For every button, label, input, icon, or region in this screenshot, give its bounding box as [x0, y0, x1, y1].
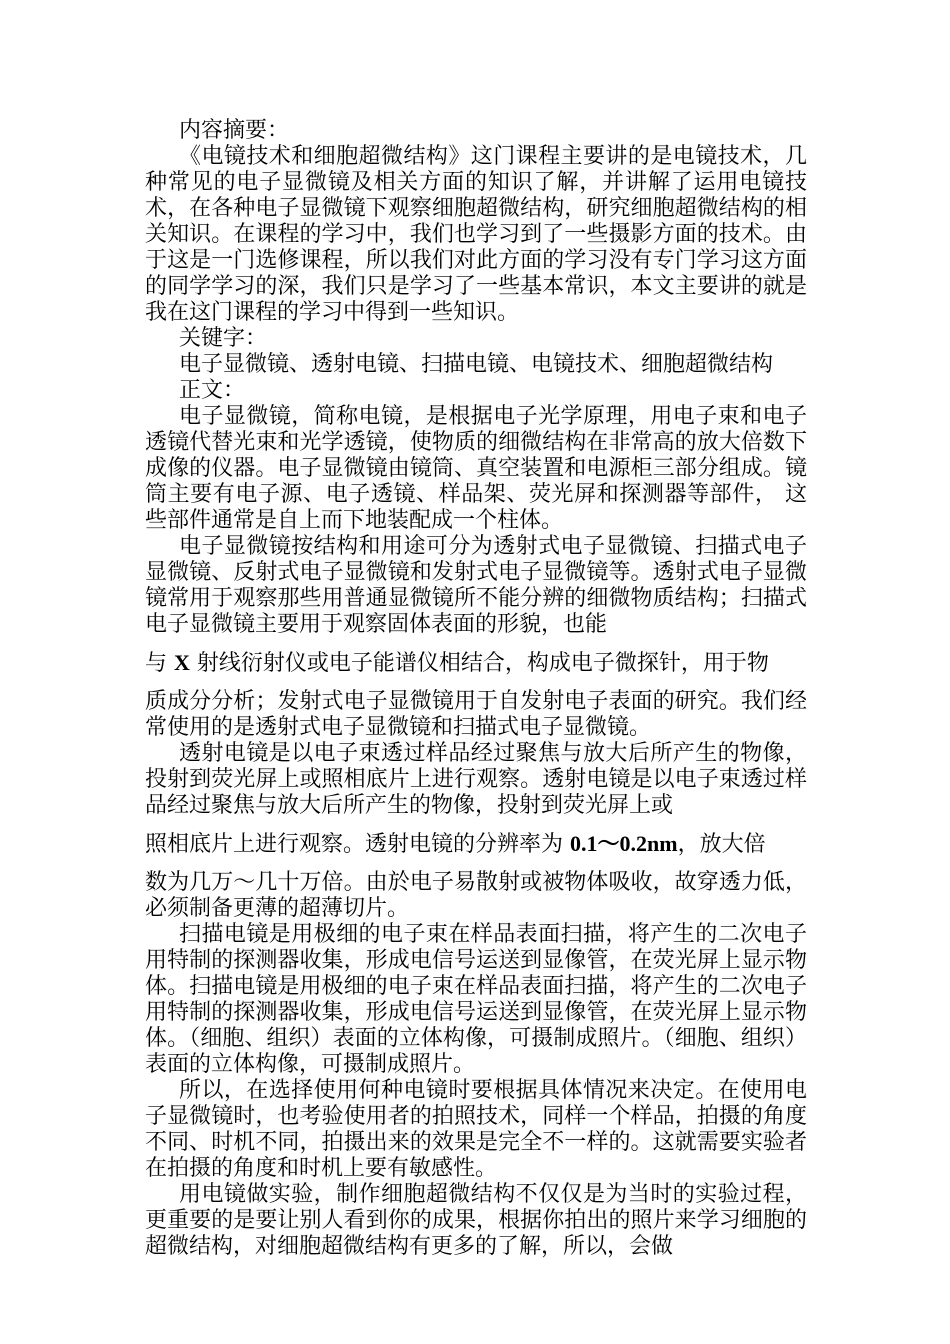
para2-text-pre: 与: [145, 651, 174, 676]
body-paragraph-1: 电子显微镜，简称电镜，是根据电子光学原理，用电子束和电子透镜代替光束和光学透镜，使物质的细微结构在非常高的放大倍数下成像的仪器。电子显微镜由镜筒、真空装置和电源柜三部分组成。镜筒主要有电子源、电子透镜、样品架、荧光屏和探测器等部件， 这些部件通常是自上而下地装配成一个柱体。: [145, 404, 807, 533]
body-paragraph-2b: [145, 650, 807, 677]
body-heading: 正文：: [179, 378, 246, 403]
xray-symbol: X: [174, 650, 190, 675]
keywords-heading: 关键字：: [179, 326, 268, 351]
body-paragraph-3b: [145, 831, 807, 858]
keywords-text: 电子显微镜、透射电镜、扫描电镜、电镜技术、细胞超微结构: [179, 352, 774, 377]
document-page: [145, 118, 807, 1260]
resolution-value: 0.1～0.2nm: [570, 831, 678, 856]
body-paragraph-6: 用电镜做实验，制作细胞超微结构不仅仅是为当时的实验过程，更重要的是要让别人看到你的成果，根据你拍出的照片来学习细胞的超微结构，对细胞超微结构有更多的了解，所以，会做: [145, 1182, 807, 1259]
body-paragraph-3a: 透射电镜是以电子束透过样品经过聚焦与放大后所产生的物像，投射到荧光屏上或照相底片上进行观察。透射电镜是以电子束透过样品经过聚焦与放大后所产生的物像，投射到荧光屏上或: [145, 741, 807, 818]
body-paragraph-3c: 数为几万～几十万倍。由於电子易散射或被物体吸收，故穿透力低，必须制备更薄的超薄切片。: [145, 870, 807, 921]
para3-text-post: ，放大倍: [677, 832, 766, 857]
para3-text-pre: 照相底片上进行观察。透射电镜的分辨率为: [145, 832, 570, 857]
body-paragraph-2a: 电子显微镜按结构和用途可分为透射式电子显微镜、扫描式电子显微镜、反射式电子显微镜和发射式电子显微镜等。透射式电子显微镜常用于观察那些用普通显微镜所不能分辨的细微物质结构；扫描式电子显微镜主要用于观察固体表面的形貌，也能: [145, 534, 807, 637]
body-paragraph-2c: 质成分分析；发射式电子显微镜用于自发射电子表面的研究。我们经常使用的是透射式电子显微镜和扫描式电子显微镜。: [145, 689, 807, 740]
abstract-paragraph: 《电镜技术和细胞超微结构》这门课程主要讲的是电镜技术，几种常见的电子显微镜及相关方面的知识了解，并讲解了运用电镜技术，在各种电子显微镜下观察细胞超微结构，研究细胞超微结构的相关知识。在课程的学习中，我们也学习到了一些摄影方面的技术。由于这是一门选修课程，所以我们对此方面的学习没有专门学习这方面的同学学习的深，我们只是学习了一些基本常识，本文主要讲的就是我在这门课程的学习中得到一些知识。: [145, 144, 807, 325]
body-paragraph-4: 扫描电镜是用极细的电子束在样品表面扫描，将产生的二次电子用特制的探测器收集，形成电信号运送到显像管，在荧光屏上显示物体。扫描电镜是用极细的电子束在样品表面扫描，将产生的二次电子用特制的探测器收集，形成电信号运送到显像管，在荧光屏上显示物体。（细胞、组织）表面的立体构像，可摄制成照片。（细胞、组织）表面的立体构像，可摄制成照片。: [145, 922, 807, 1077]
body-paragraph-5: 所以，在选择使用何种电镜时要根据具体情况来决定。在使用电子显微镜时，也考验使用者的拍照技术，同样一个样品，拍摄的角度不同、时机不同，拍摄出来的效果是完全不一样的。这就需要实验者在拍摄的角度和时机上要有敏感性。: [145, 1078, 807, 1181]
abstract-heading: 内容摘要：: [179, 118, 290, 143]
para2-text-post: 射线衍射仪或电子能谱仪相结合，构成电子微探针，用于物: [189, 651, 769, 676]
